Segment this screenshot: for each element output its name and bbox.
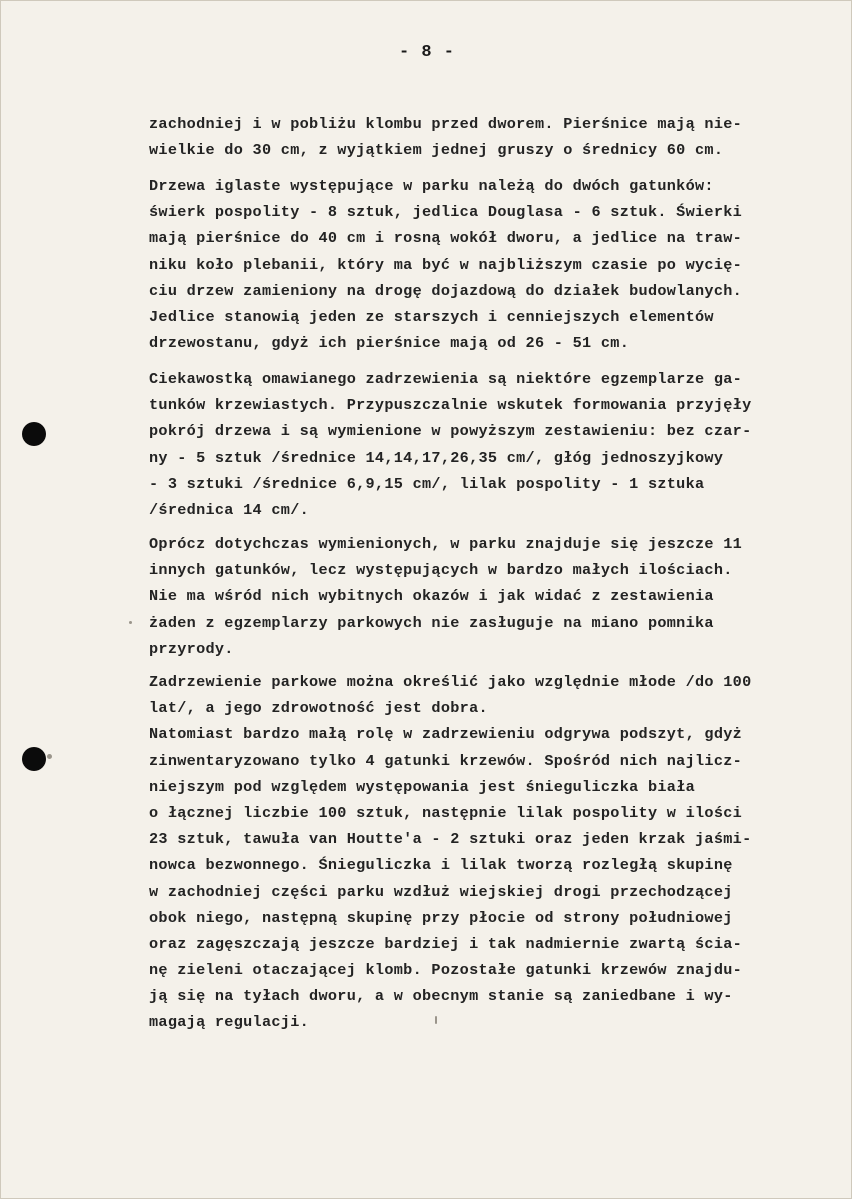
text-line: lat/, a jego zdrowotność jest dobra. — [149, 699, 488, 718]
text-line: drzewostanu, gdyż ich pierśnice mają od 26 - 51 cm. — [149, 334, 630, 353]
text-line: ciu drzew zamieniony na drogę dojazdową do działek budowlanych. — [149, 281, 743, 300]
punch-hole-icon — [22, 422, 46, 446]
text-line: Zadrzewienie parkowe można określić jako względnie młode /do 100 — [149, 673, 752, 691]
text-line: mają pierśnice do 40 cm i rosną wokół dworu, a jedlice na traw- — [149, 229, 743, 248]
text-line: magają regulacji. — [149, 1013, 310, 1032]
text-line: Natomiast bardzo małą rolę w zadrzewieniu odgrywa podszyt, gdyż — [149, 725, 743, 744]
text-line: ją się na tyłach dworu, a w obecnym stanie są zaniedbane i wy- — [149, 987, 733, 1006]
text-line: innych gatunków, lecz występujących w bardzo małych ilościach. — [149, 561, 733, 580]
paper-speck — [129, 621, 132, 624]
text-line: Oprócz dotychczas wymienionych, w parku znajduje się jeszcze 11 — [149, 535, 743, 553]
paragraph — [149, 366, 839, 523]
paper-speck — [47, 754, 52, 759]
paragraph — [149, 111, 839, 163]
text-line: zinwentaryzowano tylko 4 gatunki krzewów. Spośród nich najlicz- — [149, 751, 743, 770]
text-line: pokrój drzewa i są wymienione w powyższym zestawieniu: bez czar- — [149, 422, 752, 441]
text-line: nowca bezwonnego. Śnieguliczka i lilak tworzą rozległą skupinę — [149, 856, 733, 875]
page-number: - 8 - — [398, 43, 455, 62]
text-line: niejszym pod względem występowania jest śnieguliczka biała — [149, 777, 696, 796]
text-line: o łącznej liczbie 100 sztuk, następnie lilak pospolity w ilości — [149, 803, 743, 822]
text-line: tunków krzewiastych. Przypuszczalnie wskutek formowania przyjęły — [149, 396, 752, 415]
text-line: 23 sztuk, tawuła van Houtte'a - 2 sztuki oraz jeden krzak jaśmi- — [149, 830, 752, 849]
text-line: - 3 sztuki /średnice 6,9,15 cm/, lilak pospolity - 1 sztuka — [149, 474, 705, 493]
paragraph — [149, 669, 839, 1036]
text-line: niku koło plebanii, który ma być w najbliższym czasie po wycię- — [149, 255, 743, 274]
text-line: obok niego, następną skupinę przy płocie od strony południowej — [149, 908, 733, 927]
text-line: przyrody. — [149, 639, 234, 658]
text-line: ny - 5 sztuk /średnice 14,14,17,26,35 cm/, głóg jednoszyjkowy — [149, 448, 724, 467]
paragraph — [149, 173, 839, 356]
paragraph — [149, 531, 839, 662]
text-line: Drzewa iglaste występujące w parku należą do dwóch gatunków: — [149, 177, 714, 195]
text-line: świerk pospolity - 8 sztuk, jedlica Douglasa - 6 sztuk. Świerki — [149, 203, 743, 222]
text-line: wielkie do 30 cm, z wyjątkiem jednej gruszy o średnicy 60 cm. — [149, 141, 724, 160]
text-line: Jedlice stanowią jeden ze starszych i cenniejszych elementów — [149, 307, 714, 326]
text-line: Ciekawostką omawianego zadrzewienia są niektóre egzemplarze ga- — [149, 370, 743, 388]
text-line: zachodniej i w pobliżu klombu przed dworem. Pierśnice mają nie- — [149, 115, 743, 133]
text-line: żaden z egzemplarzy parkowych nie zasługuje na miano pomnika — [149, 613, 714, 632]
text-line: w zachodniej części parku wzdłuż wiejskiej drogi przechodzącej — [149, 882, 733, 901]
text-line: Nie ma wśród nich wybitnych okazów i jak widać z zestawienia — [149, 587, 714, 606]
text-line: nę zieleni otaczającej klomb. Pozostałe gatunki krzewów znajdu- — [149, 961, 743, 980]
text-line: oraz zagęszczają jeszcze bardziej i tak nadmiernie zwartą ścia- — [149, 934, 743, 953]
text-line: /średnica 14 cm/. — [149, 500, 310, 519]
punch-hole-icon — [22, 747, 46, 771]
